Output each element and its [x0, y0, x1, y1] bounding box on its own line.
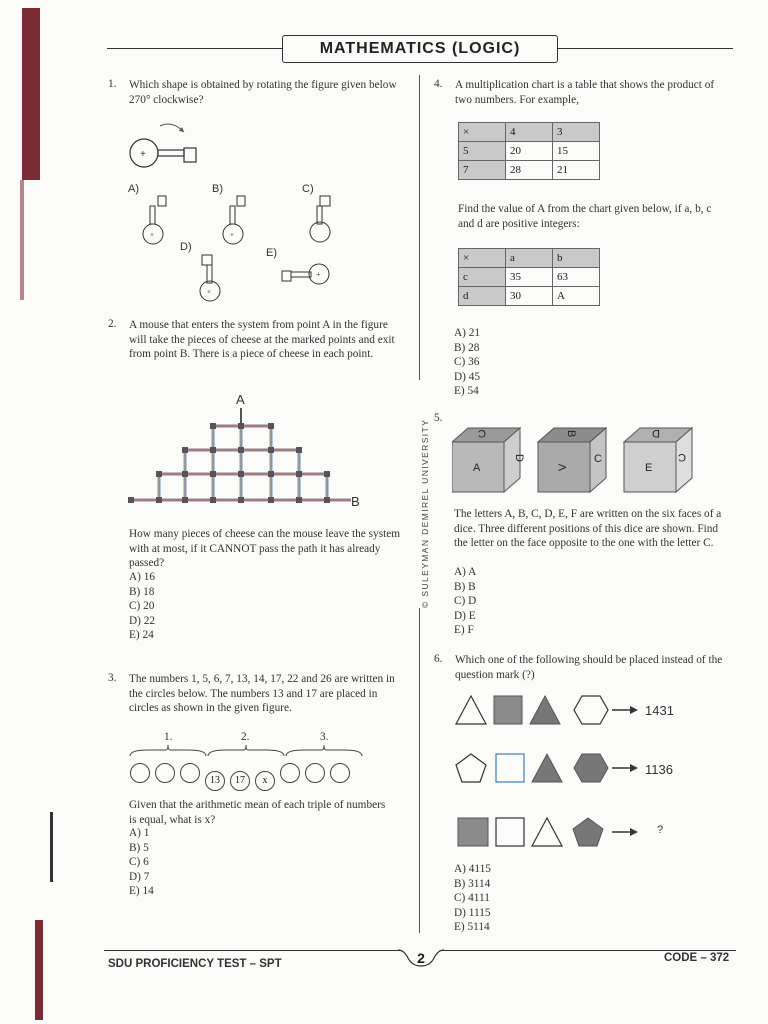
square-filled	[494, 696, 522, 724]
table-cell: 63	[553, 268, 600, 287]
pentagon-filled	[573, 818, 603, 846]
triangle-filled	[532, 754, 562, 782]
circle-1	[130, 763, 150, 783]
q3-circles	[130, 763, 355, 791]
q3-group-1: 1.	[164, 731, 173, 743]
q5-options	[454, 565, 476, 638]
q2-maze	[125, 388, 375, 508]
q2-number: 2.	[108, 318, 117, 330]
table-cell: 20	[506, 142, 553, 161]
q5-dice	[452, 424, 700, 496]
q5-text: The letters A, B, C, D, E, F are written on the six faces of a dice. Three different positions of this dice are shown. Find the letter on the face opposite to the one with the letter C.	[454, 508, 722, 549]
q1-figures	[120, 118, 360, 308]
q3-text: The numbers 1, 5, 6, 7, 13, 14, 17, 22 and 26 are written in the circles below. The numbers 13 and 17 are placed in circles as shown in the given figure.	[129, 673, 395, 714]
q1-option-a: A)	[128, 183, 139, 195]
cube1-top-letter: C	[478, 427, 486, 439]
q2-options	[129, 570, 155, 643]
square-filled	[458, 818, 488, 846]
q6-result-2: 1136	[645, 762, 673, 777]
q6-option-e: E) 5114	[454, 921, 490, 934]
binding-edge-bottom	[35, 920, 43, 1020]
q4-option-e: E) 54	[454, 385, 479, 398]
q2-question: How many pieces of cheese can the mouse leave the system with at most, if it CANNOT pass the path it has already passed?	[129, 528, 401, 569]
q1-option-c: C)	[302, 183, 314, 195]
q5-option-e: E) F	[454, 624, 474, 637]
footer-code: CODE – 372	[664, 952, 730, 964]
table-cell: ×	[459, 249, 506, 268]
q4-option-b: B) 28	[454, 341, 480, 354]
square-outline	[496, 754, 524, 782]
table-cell: 35	[506, 268, 553, 287]
university-watermark: © SULEYMAN DEMIREL UNIVERSITY	[409, 380, 433, 608]
q3-options	[129, 826, 154, 899]
svg-text:+: +	[316, 270, 321, 279]
binding-edge-line	[50, 812, 53, 882]
svg-text:×: ×	[150, 231, 154, 239]
circle-2	[155, 763, 175, 783]
table-cell: c	[459, 268, 506, 287]
triangle-outline	[532, 818, 562, 846]
svg-text:×: ×	[207, 288, 211, 296]
q4-number: 4.	[434, 78, 443, 90]
cube2-side-letter: C	[594, 453, 602, 465]
q4-text-2: Find the value of A from the chart given below, if a, b, c and d are positive integers:	[458, 203, 712, 230]
cube2-front-letter: V	[557, 463, 569, 471]
q4-text: A multiplication chart is a table that shows the product of two numbers. For example,	[455, 79, 715, 106]
q6-result-3: ?	[657, 824, 664, 836]
q6-text: Which one of the following should be placed instead of the question mark (?)	[455, 654, 723, 681]
q2-option-c: C) 20	[129, 600, 155, 613]
q6-option-b: B) 3114	[454, 877, 491, 890]
q1-option-e: E)	[266, 247, 277, 259]
cube2-top-letter: B	[565, 430, 577, 438]
q6-shape-rows	[454, 692, 644, 856]
cube3-side-letter: C	[678, 451, 686, 463]
q6-number: 6.	[434, 653, 443, 665]
circle-6: x	[255, 771, 275, 791]
q4-example-table	[458, 122, 600, 180]
table-cell: a	[506, 249, 553, 268]
circle-4: 13	[205, 771, 225, 791]
page-title: MATHEMATICS (LOGIC)	[282, 35, 558, 63]
table-cell: 7	[459, 161, 506, 180]
hexagon-filled	[574, 754, 608, 782]
circle-3	[180, 763, 200, 783]
q5-option-a: A) A	[454, 566, 477, 578]
q5-option-b: B) B	[454, 580, 476, 593]
q3-option-d: D) 7	[129, 870, 150, 883]
q4-option-d: D) 45	[454, 370, 481, 383]
cube1-front-letter: A	[473, 462, 481, 474]
cube3-top-letter: D	[652, 427, 660, 439]
q6-option-a: A) 4115	[454, 863, 491, 875]
q3-number: 3.	[108, 672, 117, 684]
q3-option-a: A) 1	[129, 827, 150, 839]
q3-option-e: E) 14	[129, 885, 154, 898]
table-cell: 30	[506, 287, 553, 306]
q1-option-d: D)	[180, 241, 192, 253]
q2-option-b: B) 18	[129, 585, 155, 598]
q6-options	[454, 862, 491, 935]
q5-number: 5.	[434, 412, 443, 424]
table-cell: 28	[506, 161, 553, 180]
svg-text:+: +	[230, 231, 234, 239]
table-cell: 15	[553, 142, 600, 161]
q3-option-c: C) 6	[129, 856, 149, 869]
q3-group-3: 3.	[320, 731, 329, 743]
q2-option-e: E) 24	[129, 629, 154, 642]
q6-option-c: C) 4111	[454, 892, 490, 905]
table-cell: A	[553, 287, 600, 306]
footer-test-name: SDU PROFICIENCY TEST – SPT	[108, 958, 282, 970]
q4-option-c: C) 36	[454, 356, 480, 369]
binding-edge-shadow	[20, 180, 24, 300]
table-cell: 3	[553, 123, 600, 142]
q2-text: A mouse that enters the system from point A in the figure will take the pieces of cheese at the marked points and exit from point B. There is a piece of cheese in each point.	[129, 319, 395, 360]
q2-option-d: D) 22	[129, 614, 156, 627]
q3-braces	[128, 744, 368, 760]
page-number: 2	[417, 950, 425, 966]
circle-5: 17	[230, 771, 250, 791]
q5-option-d: D) E	[454, 609, 476, 622]
hexagon-outline	[574, 696, 608, 724]
q1-option-b: B)	[212, 183, 223, 195]
q4-options	[454, 326, 480, 399]
q1-text: Which shape is obtained by rotating the figure given below 270° clockwise?	[129, 79, 397, 106]
q3-group-2: 2.	[241, 731, 250, 743]
binding-edge	[22, 8, 40, 180]
table-cell: ×	[459, 123, 506, 142]
cube1-side-letter: D	[513, 454, 525, 462]
triangle-outline	[456, 696, 486, 724]
q3-question: Given that the arithmetic mean of each triple of numbers is equal, what is x?	[129, 799, 386, 826]
table-cell: 5	[459, 142, 506, 161]
table-cell: 21	[553, 161, 600, 180]
q2-label-b: B	[351, 494, 360, 508]
pentagon-outline	[456, 754, 486, 782]
circle-9	[330, 763, 350, 783]
svg-text:+: +	[140, 149, 146, 160]
table-cell: d	[459, 287, 506, 306]
q5-option-c: C) D	[454, 595, 477, 608]
q3-option-b: B) 5	[129, 841, 149, 854]
q2-label-a: A	[236, 392, 245, 407]
q1-number: 1.	[108, 78, 117, 90]
circle-8	[305, 763, 325, 783]
q6-option-d: D) 1115	[454, 906, 491, 919]
square-outline	[496, 818, 524, 846]
table-cell: b	[553, 249, 600, 268]
q4-chart-table	[458, 248, 600, 306]
q6-result-1: 1431	[645, 703, 674, 718]
triangle-filled	[530, 696, 560, 724]
table-cell: 4	[506, 123, 553, 142]
circle-7	[280, 763, 300, 783]
cube3-front-letter: E	[645, 462, 653, 474]
q4-option-a: A) 21	[454, 327, 481, 339]
q2-option-a: A) 16	[129, 571, 156, 583]
